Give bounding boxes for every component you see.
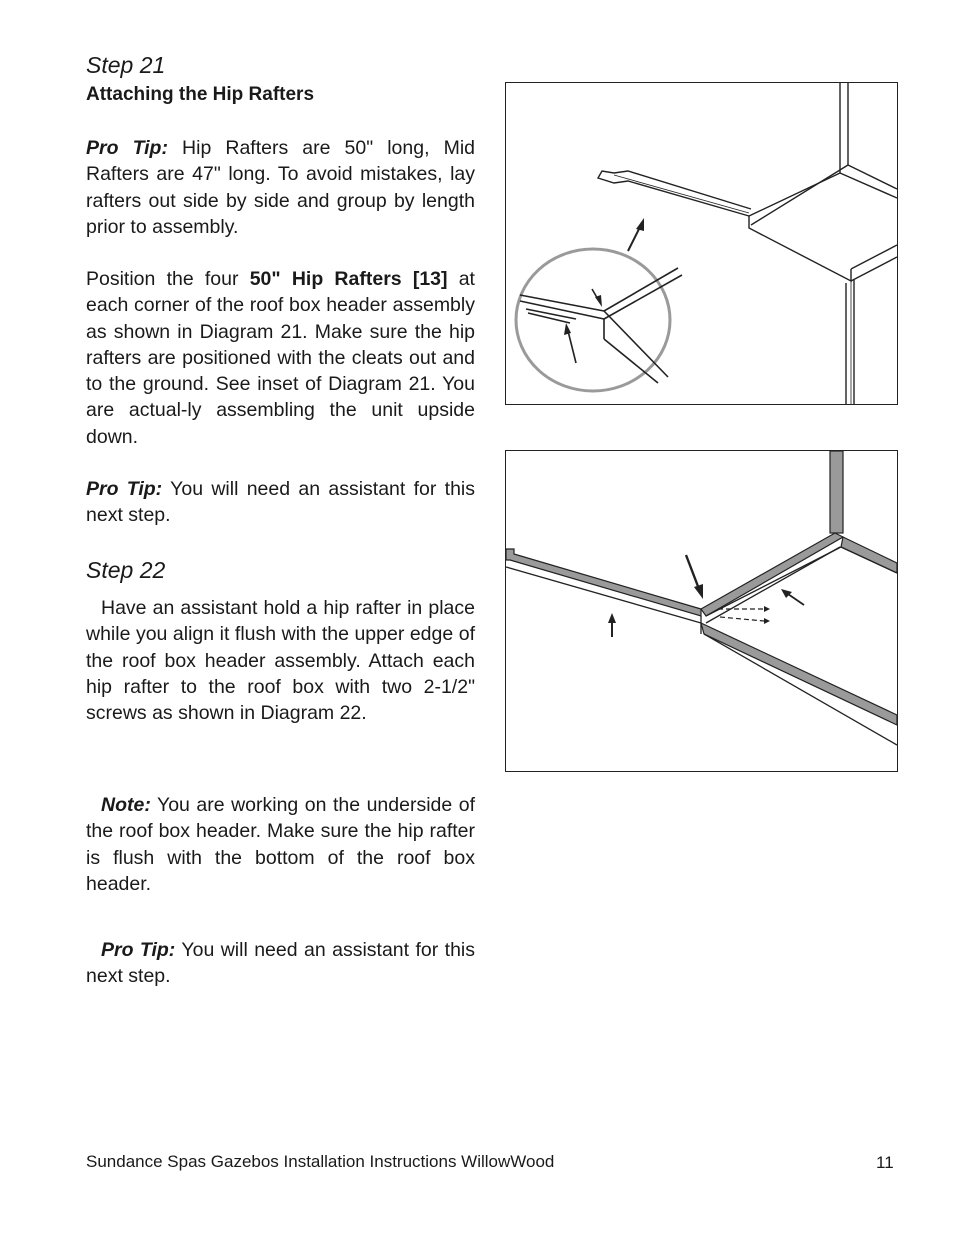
step-22-note	[86, 792, 475, 897]
diagram-21-drawing	[506, 83, 897, 404]
diagram-21-inset	[516, 249, 682, 391]
corner-post	[830, 451, 843, 533]
arrow-icon	[781, 589, 804, 605]
step-21-pro-tip-2	[86, 476, 475, 529]
arrow-icon	[628, 218, 644, 251]
step-22-pro-tip	[86, 937, 475, 990]
page-number: 11	[876, 1153, 894, 1172]
arrow-icon	[608, 613, 616, 637]
pro-tip-text: You will need an assistant for this next step.	[86, 939, 475, 988]
position-text-post: at each corner of the roof box header assembly as shown in Diagram 21. Make sure the hip rafters are positioned with the cleats out and to the ground. See inset of Diagram 21. You are actual-ly assembling the unit upside down.	[86, 268, 475, 448]
position-text-pre: Position the four	[86, 268, 250, 290]
pro-tip-text: Hip Rafters are 50" long, Mid Rafters are 47" long. To avoid mistakes, lay rafters out side by side and group by length prior to assembly.	[86, 137, 475, 238]
note-label: Note:	[101, 794, 151, 816]
step-21-pro-tip-1	[86, 135, 475, 240]
pro-tip-text: You will need an assistant for this next step.	[86, 478, 475, 527]
diagram-21	[505, 82, 898, 405]
note-text: You are working on the underside of the roof box header. Make sure the hip rafter is flush with the bottom of the roof box header.	[86, 794, 475, 895]
step-22-instructions	[86, 595, 475, 726]
diagram-22-drawing	[506, 451, 897, 771]
pro-tip-label: Pro Tip:	[86, 478, 163, 500]
step-22-title: Step 22	[86, 557, 166, 583]
hip-rafter	[506, 549, 701, 616]
step-21-title: Step 21	[86, 52, 166, 78]
hip-rafters-part-label: 50" Hip Rafters [13]	[249, 268, 448, 290]
diagram-22	[505, 450, 898, 772]
arrow-icon	[686, 555, 703, 599]
screw-icon	[764, 606, 770, 624]
pro-tip-label: Pro Tip:	[101, 939, 176, 961]
pro-tip-label: Pro Tip:	[86, 137, 168, 159]
step-21-instructions	[86, 266, 475, 450]
step-21-subtitle: Attaching the Hip Rafters	[86, 84, 315, 105]
page-footer: Sundance Spas Gazebos Installation Instructions WillowWood	[86, 1152, 555, 1171]
step-22-body: Have an assistant hold a hip rafter in place while you align it flush with the upper edge of the roof box header assembly. Attach each hip rafter to the roof box with two 2-1/2" screws as shown in Diagram 22.	[86, 597, 475, 725]
